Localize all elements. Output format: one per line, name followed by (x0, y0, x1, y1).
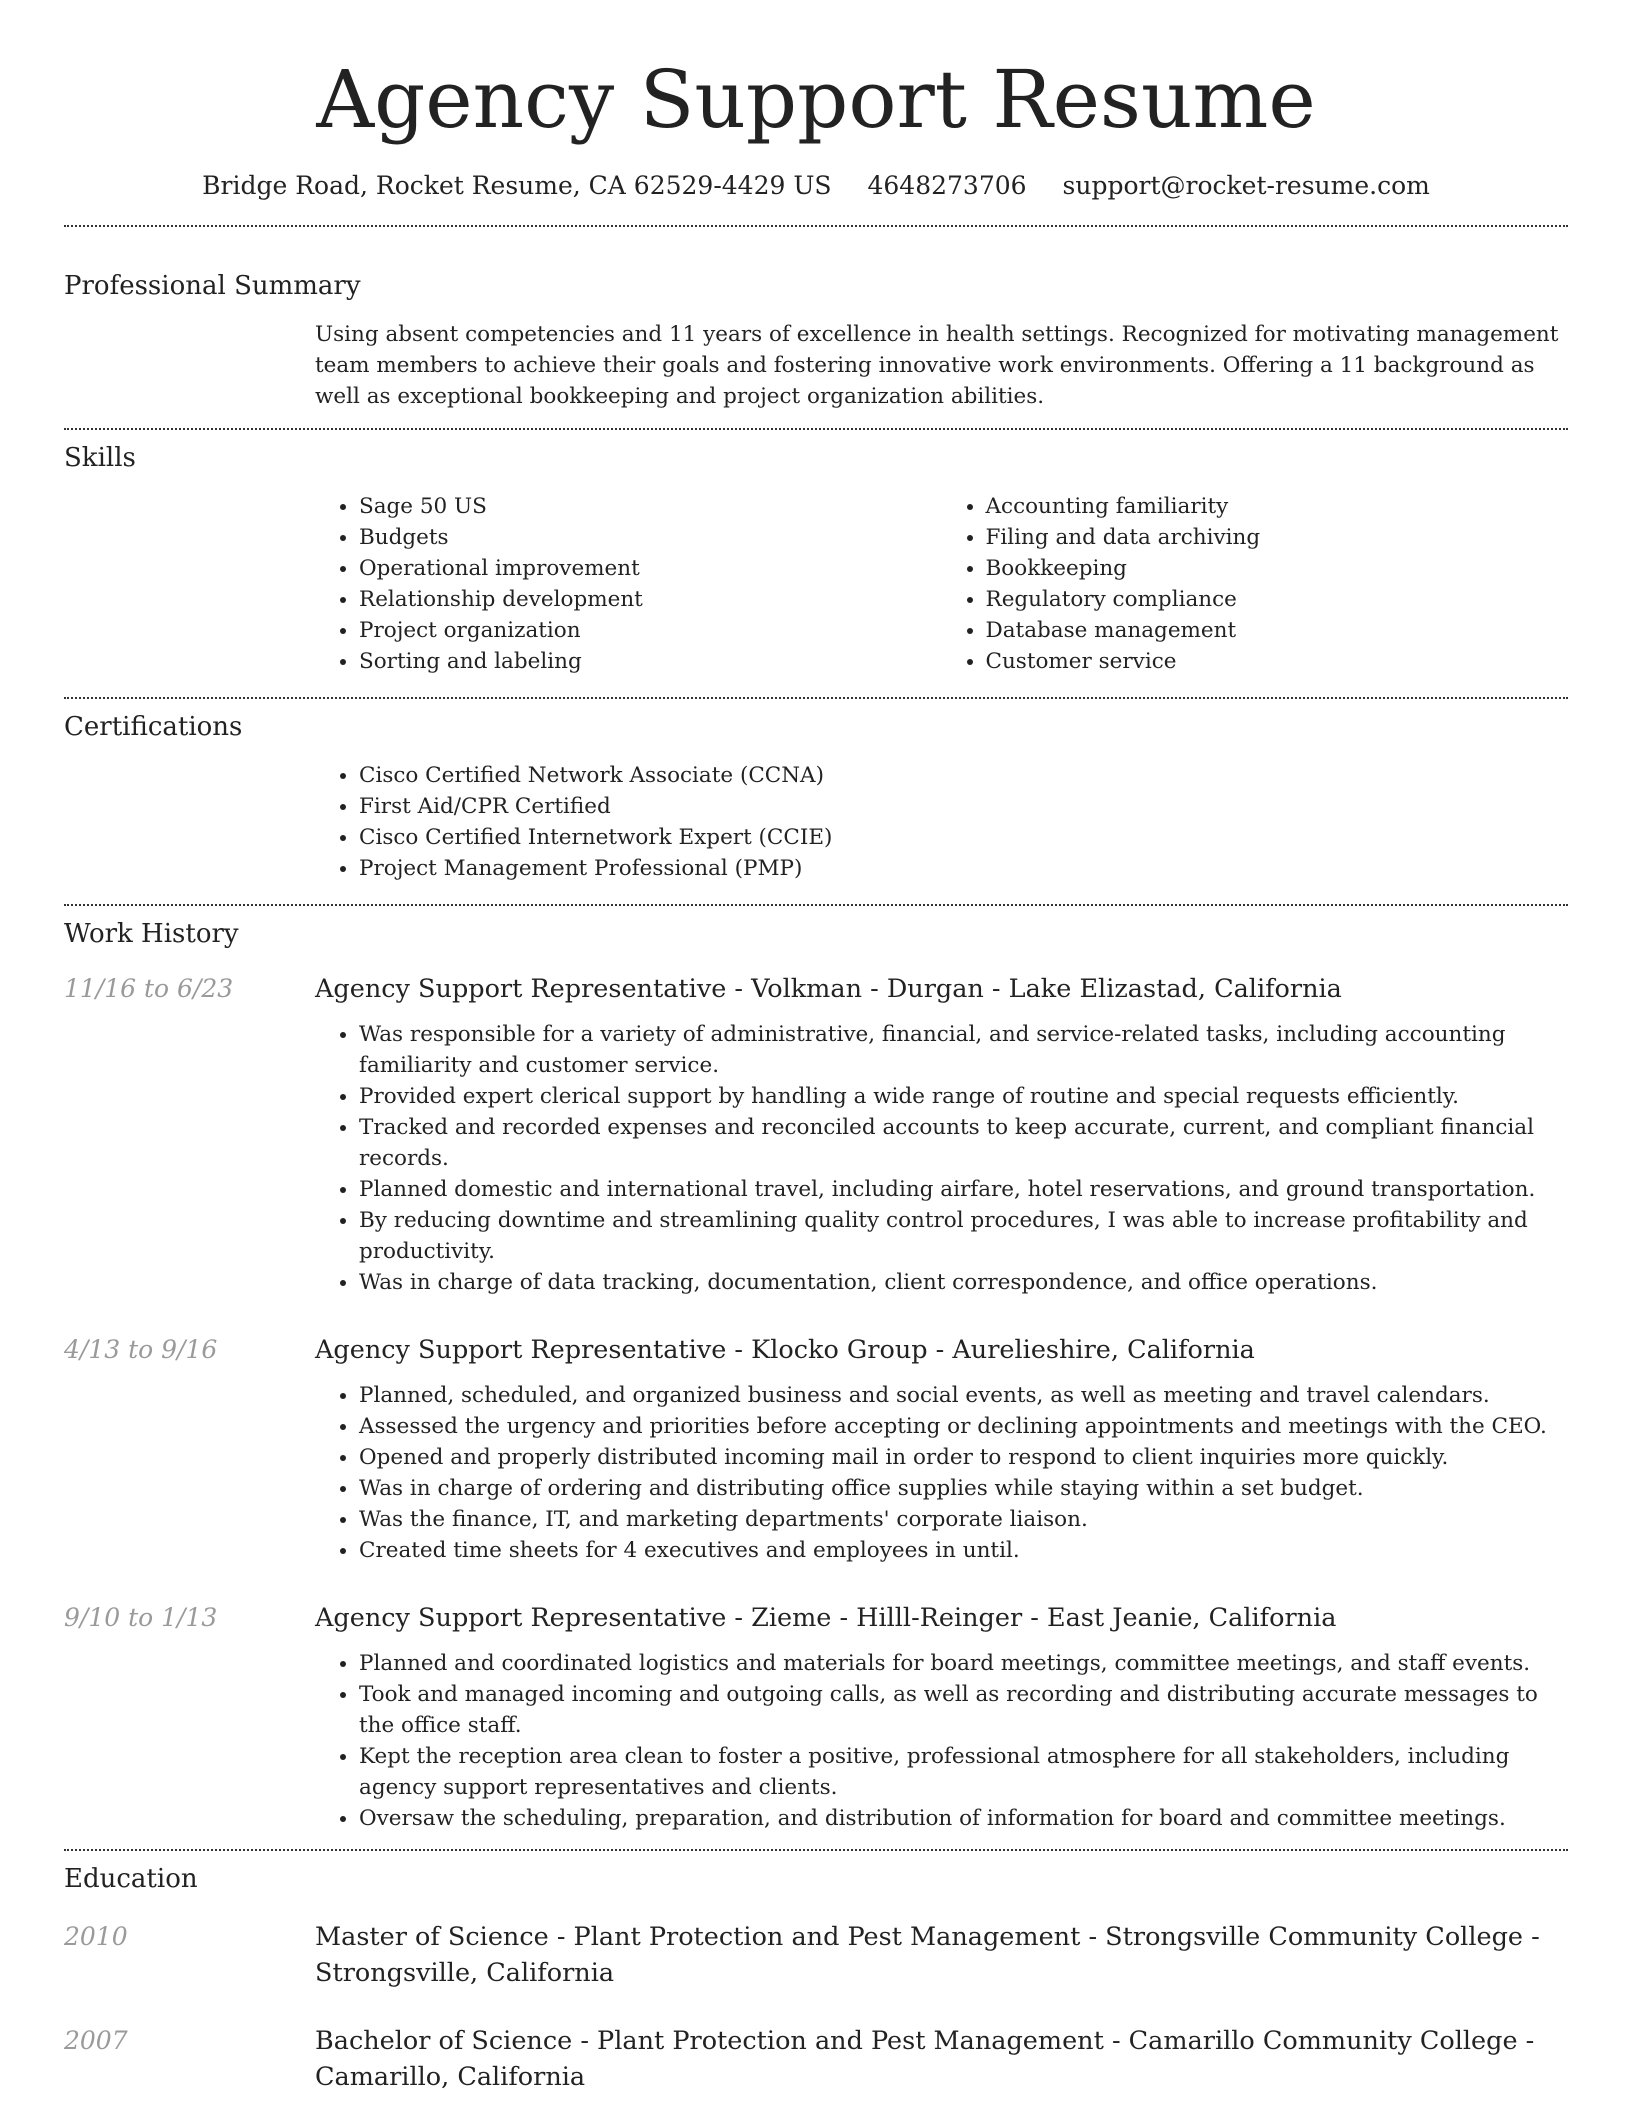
education-entry (64, 1919, 1568, 1991)
list-item: • Operational improvement (359, 553, 942, 584)
section-title-work-history: Work History (64, 919, 239, 949)
list-item: • Opened and properly distributed incoming mail in order to respond to client inquiries more quickly. (359, 1442, 1568, 1473)
list-item: • Accounting familiarity (986, 491, 1569, 522)
list-item: • Regulatory compliance (986, 584, 1569, 615)
education-year: 2007 (64, 2026, 128, 2055)
section-title-certifications: Certifications (64, 712, 243, 742)
skills-content (315, 491, 1568, 677)
education-entry (64, 2023, 1568, 2095)
work-history-list (64, 971, 1568, 1834)
list-item: • Created time sheets for 4 executives and employees in until. (359, 1535, 1568, 1566)
job-bullets (315, 1648, 1568, 1834)
email: support@rocket-resume.com (1062, 171, 1430, 200)
skills-list-left (315, 491, 942, 677)
list-item: • Planned and coordinated logistics and materials for board meetings, committee meetings, and staff events. (359, 1648, 1568, 1679)
job-date: 9/10 to 1/13 (64, 1603, 218, 1632)
divider (64, 697, 1568, 699)
list-item: • Sage 50 US (359, 491, 942, 522)
job-title: Agency Support Representative - Klocko Group - Aurelieshire, California (315, 1335, 1255, 1365)
page-title: Agency Support Resume (316, 53, 1316, 146)
list-item: • Budgets (359, 522, 942, 553)
education-title: Master of Science - Plant Protection and Pest Management - Strongsville Community College - Strongsville, California (315, 1922, 1540, 1988)
list-item: • Was in charge of ordering and distributing office supplies while staying within a set budget. (359, 1473, 1568, 1504)
contact-line (64, 168, 1568, 204)
list-item: • Was in charge of data tracking, documentation, client correspondence, and office operations. (359, 1267, 1568, 1298)
job-entry (64, 1332, 1568, 1566)
list-item: • Database management (986, 615, 1569, 646)
divider (64, 225, 1568, 227)
job-date: 4/13 to 9/16 (64, 1335, 218, 1364)
list-item: • Planned domestic and international travel, including airfare, hotel reservations, and ground transportation. (359, 1174, 1568, 1205)
job-details (315, 1600, 1568, 1834)
job-bullets (315, 1380, 1568, 1566)
education-list (64, 1919, 1568, 2095)
divider (64, 1849, 1568, 1851)
list-item: • Was the finance, IT, and marketing departments' corporate liaison. (359, 1504, 1568, 1535)
list-item: • Project organization (359, 615, 942, 646)
list-item: • Project Management Professional (PMP) (359, 853, 1568, 884)
list-item: • Planned, scheduled, and organized business and social events, as well as meeting and travel calendars. (359, 1380, 1568, 1411)
skills-list-right (942, 491, 1569, 677)
job-entry (64, 1600, 1568, 1834)
list-item: • Bookkeeping (986, 553, 1569, 584)
address: Bridge Road, Rocket Resume, CA 62529-4429 US (202, 171, 832, 200)
list-item: • Cisco Certified Internetwork Expert (CCIE) (359, 822, 1568, 853)
divider (64, 428, 1568, 430)
job-title: Agency Support Representative - Volkman - Durgan - Lake Elizastad, California (315, 974, 1342, 1004)
list-item: • Sorting and labeling (359, 646, 942, 677)
job-entry (64, 971, 1568, 1298)
list-item: • Kept the reception area clean to foster a positive, professional atmosphere for all stakeholders, including agency support representatives and clients. (359, 1741, 1568, 1803)
list-item: • Customer service (986, 646, 1569, 677)
education-year: 2010 (64, 1922, 128, 1951)
section-title-education: Education (64, 1864, 198, 1894)
job-details (315, 1332, 1568, 1566)
list-item: • Cisco Certified Network Associate (CCNA) (359, 760, 1568, 791)
list-item: • Was responsible for a variety of administrative, financial, and service-related tasks, including accounting familiarity and customer service. (359, 1019, 1568, 1081)
list-item: • Took and managed incoming and outgoing calls, as well as recording and distributing accurate messages to the office staff. (359, 1679, 1568, 1741)
divider (64, 904, 1568, 906)
list-item: • By reducing downtime and streamlining quality control procedures, I was able to increase profitability and productivity. (359, 1205, 1568, 1267)
section-title-summary: Professional Summary (64, 271, 361, 301)
section-title-skills: Skills (64, 443, 136, 473)
job-title: Agency Support Representative - Zieme - Hilll-Reinger - East Jeanie, California (315, 1603, 1337, 1633)
certifications-list (315, 760, 1568, 884)
list-item: • First Aid/CPR Certified (359, 791, 1568, 822)
job-bullets (315, 1019, 1568, 1298)
list-item: • Filing and data archiving (986, 522, 1569, 553)
list-item: • Tracked and recorded expenses and reconciled accounts to keep accurate, current, and compliant financial records. (359, 1112, 1568, 1174)
certifications-content (315, 760, 1568, 884)
job-date: 11/16 to 6/23 (64, 974, 234, 1003)
list-item: • Relationship development (359, 584, 942, 615)
summary-text: Using absent competencies and 11 years of excellence in health settings. Recognized for motivating management team members to achieve their goals and fostering innovative work environments. Offering a 11 background as well as exceptional bookkeeping and project organization abilities. (315, 322, 1559, 409)
phone: 4648273706 (867, 171, 1027, 200)
summary-content (315, 319, 1568, 412)
list-item: • Oversaw the scheduling, preparation, and distribution of information for board and committee meetings. (359, 1803, 1568, 1834)
job-details (315, 971, 1568, 1298)
list-item: • Assessed the urgency and priorities before accepting or declining appointments and meetings with the CEO. (359, 1411, 1568, 1442)
education-title: Bachelor of Science - Plant Protection and Pest Management - Camarillo Community College - Camarillo, California (315, 2026, 1535, 2092)
list-item: • Provided expert clerical support by handling a wide range of routine and special requests efficiently. (359, 1081, 1568, 1112)
